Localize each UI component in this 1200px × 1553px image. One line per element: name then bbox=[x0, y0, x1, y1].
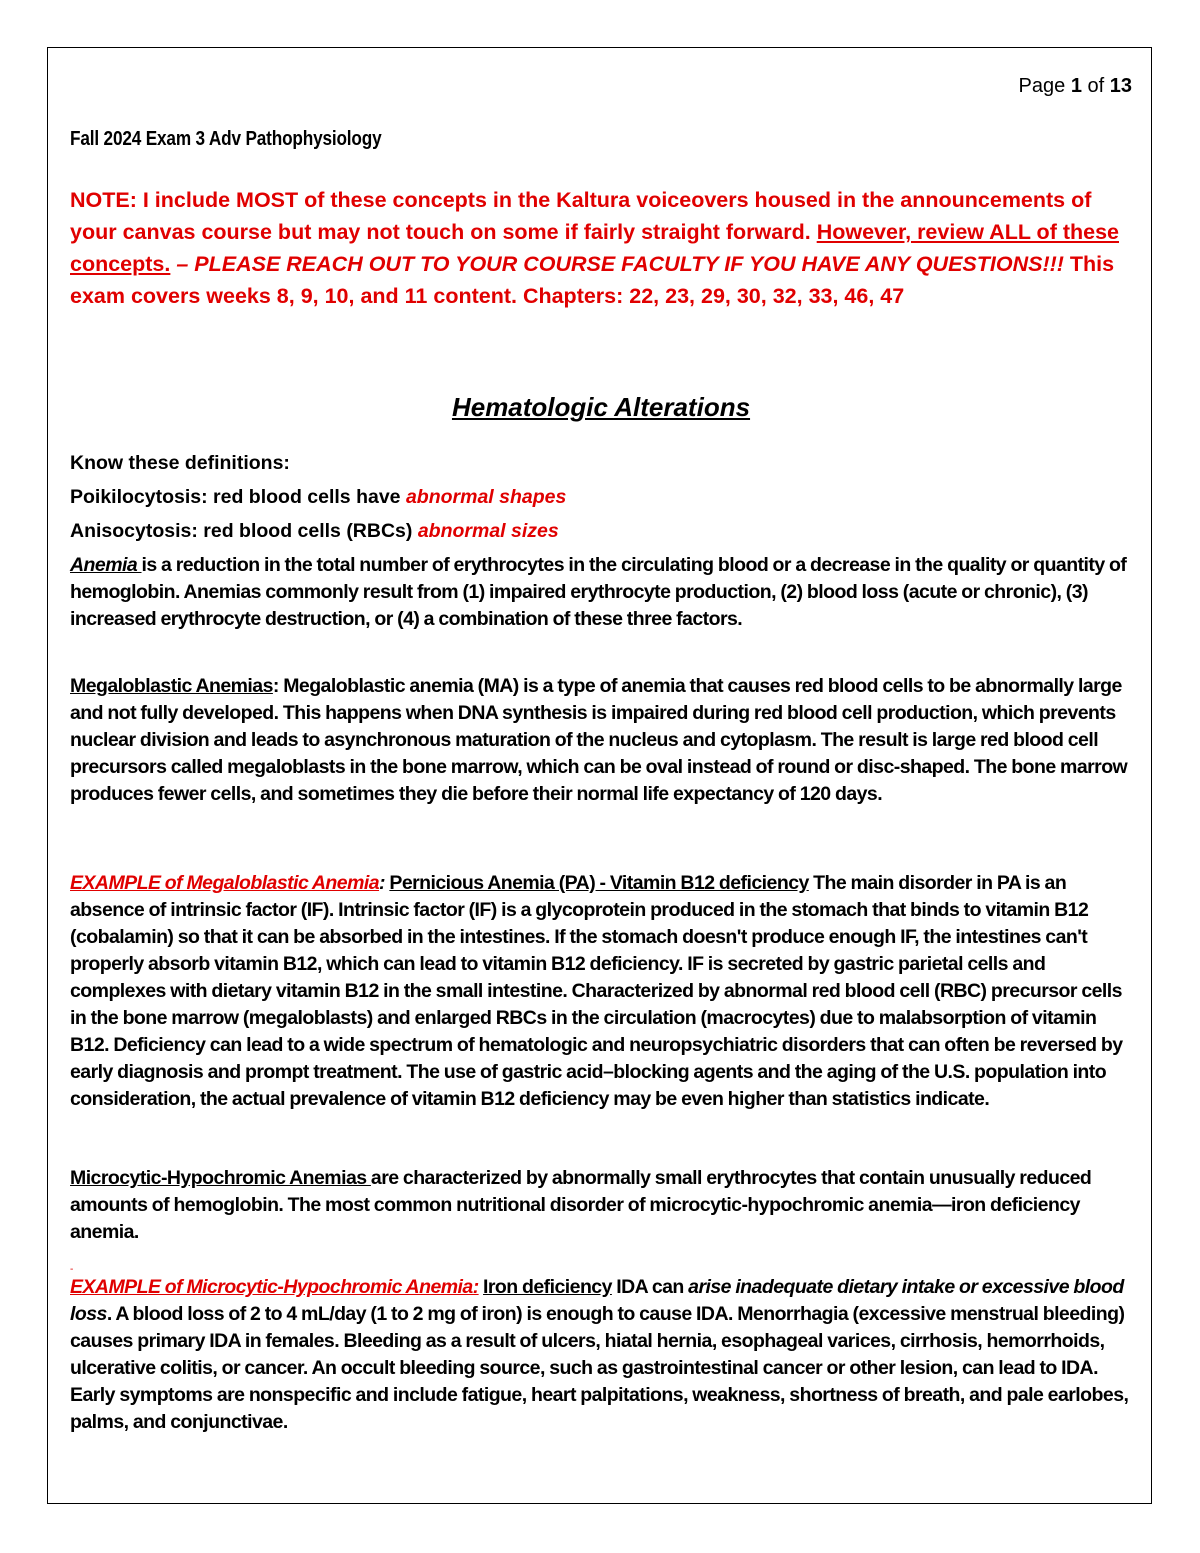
total-pages: 13 bbox=[1109, 75, 1132, 97]
example-megaloblastic-label: EXAMPLE of Megaloblastic Anemia bbox=[70, 872, 380, 894]
poikilocytosis-definition: Poikilocytosis: red blood cells have abnormal shapes bbox=[70, 486, 567, 508]
note-review-all: However, review ALL of these concepts. bbox=[70, 220, 1119, 276]
list-marker: - bbox=[70, 1264, 74, 1275]
note-reach-out: – PLEASE REACH OUT TO YOUR COURSE FACULTY IF YOU HAVE ANY QUESTIONS!!! bbox=[170, 252, 1064, 276]
current-page: 1 bbox=[1070, 75, 1082, 97]
document-title: Fall 2024 Exam 3 Adv Pathophysiology bbox=[70, 128, 382, 150]
example-microcytic-label: EXAMPLE of Microcytic-Hypochromic Anemia: bbox=[70, 1276, 479, 1298]
megaloblastic-paragraph: Megaloblastic Anemias: Megaloblastic anemia (MA) is a type of anemia that causes red blood cells to be abnormally large and not fully developed. This happens when DNA synthesis is impaired during red blood cell production, which prevents nuclear division and leads to asynchronous maturation of the nucleus and cytoplasm. The result is large red blood cell precursors called megaloblasts in the bone marrow, which can be oval instead of round or disc-shaped. The bone marrow produces fewer cells, and sometimes they die before their normal life expectancy of 120 days. bbox=[70, 675, 1128, 805]
page-number: Page 1 of 13 bbox=[1018, 75, 1132, 97]
section-heading: Hematologic Alterations bbox=[451, 392, 751, 422]
iron-deficiency-paragraph: EXAMPLE of Microcytic-Hypochromic Anemia: Iron deficiency IDA can arise inadequate dietary intake or excessive blood loss. A blood loss of 2 to 4 mL/day (1 to 2 mg of iron) is enough to cause IDA. Menorrhagia (excessive menstrual bleeding) causes primary IDA in females. Bleeding as a result of ulcers, hiatal hernia, esophageal varices, cirrhosis, hemorrhoids, ulcerative colitis, or cancer. An occult bleeding source, such as gastrointestinal cancer or other lesion, can lead to IDA. Early symptoms are nonspecific and include fatigue, heart palpitations, weakness, shortness of breath, and pale earlobes, palms, and conjunctivae. bbox=[70, 1276, 1129, 1433]
anisocytosis-definition: Anisocytosis: red blood cells (RBCs) abnormal sizes bbox=[70, 520, 559, 542]
anemia-paragraph: Anemia is a reduction in the total number of erythrocytes in the circulating blood or a decrease in the quality or quantity of hemoglobin. Anemias commonly result from (1) impaired erythrocyte production, (2) blood loss (acute or chronic), (3) increased erythrocyte destruction, or (4) a combination of these three factors. bbox=[70, 554, 1127, 630]
anemia-term: Anemia bbox=[70, 554, 142, 576]
microcytic-term: Microcytic-Hypochromic Anemias bbox=[70, 1167, 371, 1189]
know-definitions-label: Know these definitions: bbox=[70, 452, 290, 474]
iron-deficiency-term: Iron deficiency bbox=[483, 1276, 612, 1298]
megaloblastic-term: Megaloblastic Anemias bbox=[70, 675, 273, 697]
pernicious-term: Pernicious Anemia (PA) - Vitamin B12 deficiency bbox=[389, 872, 809, 894]
pernicious-paragraph: EXAMPLE of Megaloblastic Anemia: Pernicious Anemia (PA) - Vitamin B12 deficiency The main disorder in PA is an absence of intrinsic factor (IF). Intrinsic factor (IF) is a glycoprotein produced in the stomach that binds to vitamin B12 (cobalamin) so that it can be absorbed in the intestines. If the stomach doesn't produce enough IF, the intestines can't properly absorb vitamin B12, which can lead to vitamin B12 deficiency. IF is secreted by gastric parietal cells and complexes with dietary vitamin B12 in the small intestine. Characterized by abnormal red blood cell (RBC) precursor cells in the bone marrow (megaloblasts) and enlarged RBCs in the circulation (macrocytes) due to malabsorption of vitamin B12. Deficiency can lead to a wide spectrum of hematologic and neuropsychiatric disorders that can often be reversed by early diagnosis and prompt treatment. The use of gastric acid–blocking agents and the aging of the U.S. population into consideration, the actual prevalence of vitamin B12 deficiency may be even higher than statistics indicate. bbox=[70, 872, 1123, 1110]
note-paragraph: NOTE: I include MOST of these concepts in the Kaltura voiceovers housed in the announcements of your canvas course but may not touch on some if fairly straight forward. However, review ALL of these concepts. – PLEASE REACH OUT TO YOUR COURSE FACULTY IF YOU HAVE ANY QUESTIONS!!! This exam covers weeks 8, 9, 10, and 11 content. Chapters: 22, 23, 29, 30, 32, 33, 46, 47 bbox=[70, 188, 1119, 308]
microcytic-paragraph: Microcytic-Hypochromic Anemias are characterized by abnormally small erythrocytes that contain unusually reduced amounts of hemoglobin. The most common nutritional disorder of microcytic-hypochromic anemia—iron deficiency anemia. bbox=[70, 1167, 1092, 1243]
